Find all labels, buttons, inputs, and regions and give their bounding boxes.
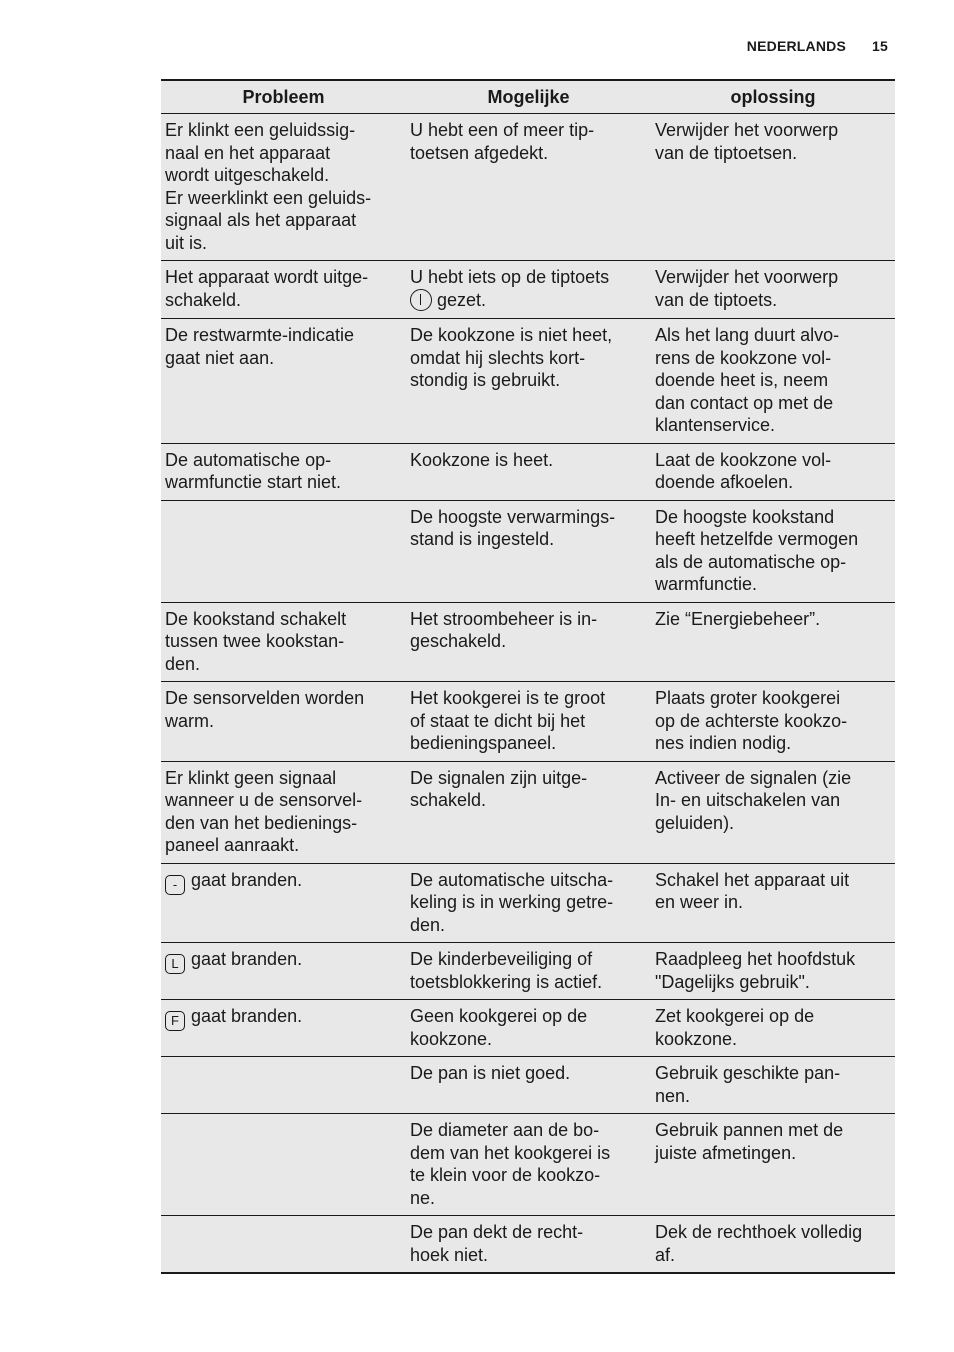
solution-cell (651, 500, 895, 602)
problem-cell (161, 602, 406, 682)
cause-cell (406, 1216, 651, 1274)
cause-cell (406, 863, 651, 943)
cause-cell (406, 443, 651, 500)
solution-text: Plaats groter kookgerei op de achterste kookzo- nes indien nodig. (655, 688, 848, 753)
table-row (161, 1216, 895, 1274)
cause-text: Kookzone is heet. (410, 449, 554, 470)
display-l-icon: L (165, 954, 185, 974)
table-row (161, 443, 895, 500)
cause-text: De signalen zijn uitge- schakeld. (410, 767, 588, 810)
troubleshooting-table (161, 79, 895, 1274)
table-header-row (161, 80, 895, 114)
problem-cell (161, 1114, 406, 1216)
problem-cell (161, 1000, 406, 1057)
cause-text: De hoogste verwarmings- stand is ingesteld. (410, 506, 616, 549)
solution-cell (651, 1000, 895, 1057)
solution-cell (651, 943, 895, 1000)
cause-cell (406, 1114, 651, 1216)
solution-text: Verwijder het voorwerp van de tiptoets. (655, 267, 839, 310)
solution-text: Activeer de signalen (zie In- en uitschakelen van geluiden). (655, 767, 852, 833)
solution-cell (651, 443, 895, 500)
cause-text: De kookzone is niet heet, omdat hij slechts kort- stondig is gebruikt. (410, 325, 613, 390)
cause-text: De automatische uitscha- keling is in werking getre- den. (410, 869, 614, 935)
problem-cell (161, 500, 406, 602)
solution-text: Zie “Energiebeheer”. (655, 608, 821, 629)
problem-text: Het apparaat wordt uitge- schakeld. (165, 267, 369, 310)
problem-text: Er klinkt geen signaal wanneer u de sensorvel- den van het bedienings- paneel aanraakt. (165, 767, 363, 855)
table-row (161, 1057, 895, 1114)
solution-cell (651, 319, 895, 444)
solution-cell (651, 114, 895, 261)
table-row (161, 943, 895, 1000)
page-header (747, 38, 888, 54)
cause-text: U hebt iets op de tiptoets (410, 267, 610, 287)
solution-cell (651, 863, 895, 943)
cause-text: Geen kookgerei op de kookzone. (410, 1006, 588, 1049)
cause-cell (406, 261, 651, 319)
display-dash-icon: - (165, 875, 185, 895)
column-header-problem: Probleem (161, 80, 406, 114)
solution-text: De hoogste kookstand heeft hetzelfde vermogen als de automatische op- warmfunctie. (655, 506, 859, 594)
solution-cell (651, 602, 895, 682)
column-header-solution: oplossing (651, 80, 895, 114)
solution-text: Gebruik geschikte pan- nen. (655, 1063, 841, 1106)
problem-text: gaat branden. (191, 869, 303, 890)
table-row (161, 261, 895, 319)
column-header-cause: Mogelijke (406, 80, 651, 114)
problem-text: De automatische op- warmfunctie start niet. (165, 449, 342, 492)
problem-cell (161, 682, 406, 762)
cause-cell (406, 761, 651, 863)
table-row (161, 1114, 895, 1216)
solution-text: Gebruik pannen met de juiste afmetingen. (655, 1120, 844, 1163)
problem-cell (161, 863, 406, 943)
problem-cell (161, 1216, 406, 1274)
problem-cell (161, 114, 406, 261)
solution-text: Als het lang duurt alvo- rens de kookzone vol- doende heet is, neem dan contact op met de klantenservice. (655, 325, 840, 435)
problem-text: gaat branden. (191, 1006, 303, 1026)
problem-cell (161, 1057, 406, 1114)
table-row (161, 863, 895, 943)
cause-cell (406, 114, 651, 261)
display-f-icon: F (165, 1011, 185, 1031)
table-row (161, 1000, 895, 1057)
problem-text: De kookstand schakelt tussen twee kookstan- den. (165, 608, 347, 674)
problem-text: Er klinkt een geluidssig- naal en het apparaat wordt uitgeschakeld. Er weerklinkt een geluids- signaal als het apparaat uit is. (165, 120, 372, 253)
cause-text: De kinderbeveiliging of toetsblokkering is actief. (410, 949, 603, 992)
cause-cell (406, 319, 651, 444)
table-row (161, 500, 895, 602)
solution-text: Verwijder het voorwerp van de tiptoetsen. (655, 120, 839, 163)
table-row (161, 114, 895, 261)
solution-cell (651, 1057, 895, 1114)
table-row (161, 761, 895, 863)
solution-cell (651, 1114, 895, 1216)
cause-text: Het stroombeheer is in- geschakeld. (410, 608, 598, 651)
solution-text: Dek de rechthoek volledig af. (655, 1222, 863, 1265)
header-language: NEDERLANDS (746, 38, 847, 54)
table-row (161, 682, 895, 762)
cause-text-suffix: gezet. (437, 289, 487, 310)
problem-cell (161, 443, 406, 500)
power-icon (410, 289, 432, 311)
problem-text: De restwarmte-indicatie gaat niet aan. (165, 325, 355, 368)
table-row (161, 602, 895, 682)
problem-cell (161, 261, 406, 319)
problem-text: gaat branden. (191, 949, 303, 969)
solution-text: Zet kookgerei op de kookzone. (655, 1006, 815, 1049)
solution-text: Laat de kookzone vol- doende afkoelen. (655, 449, 832, 492)
cause-cell (406, 500, 651, 602)
solution-cell (651, 1216, 895, 1274)
cause-text: De pan is niet goed. (410, 1063, 571, 1083)
solution-text: Raadpleeg het hoofdstuk "Dagelijks gebruik". (655, 949, 856, 992)
solution-cell (651, 261, 895, 319)
cause-cell (406, 682, 651, 762)
cause-text: De pan dekt de recht- hoek niet. (410, 1222, 584, 1265)
problem-cell (161, 761, 406, 863)
cause-text: Het kookgerei is te groot of staat te dicht bij het bedieningspaneel. (410, 688, 606, 753)
problem-cell (161, 943, 406, 1000)
problem-cell (161, 319, 406, 444)
solution-cell (651, 761, 895, 863)
problem-text: De sensorvelden worden warm. (165, 688, 365, 731)
solution-text: Schakel het apparaat uit en weer in. (655, 869, 850, 912)
solution-cell (651, 682, 895, 762)
cause-text: De diameter aan de bo- dem van het kookgerei is te klein voor de kookzo- ne. (410, 1120, 611, 1208)
page-number: 15 (872, 38, 888, 54)
cause-text: U hebt een of meer tip- toetsen afgedekt. (410, 120, 595, 163)
cause-cell (406, 602, 651, 682)
cause-cell (406, 943, 651, 1000)
cause-cell (406, 1057, 651, 1114)
cause-cell (406, 1000, 651, 1057)
table-row (161, 319, 895, 444)
